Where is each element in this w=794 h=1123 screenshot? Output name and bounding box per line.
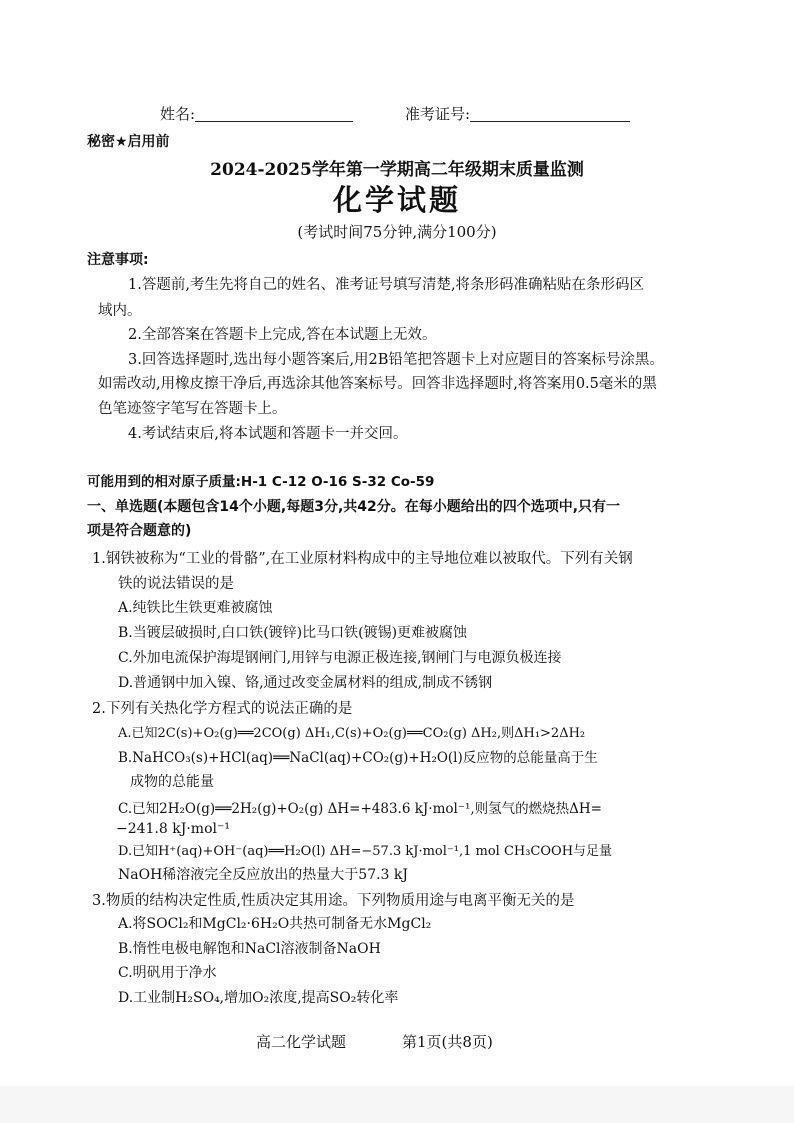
note-item-2: 2.全部答案在答题卡上完成,答在本试题上无效。: [128, 327, 437, 343]
q2-option-c-line-2: −241.8 kJ·mol⁻¹: [116, 821, 230, 837]
exam-id-label: 准考证号:: [405, 105, 471, 123]
q3-option-d: D.工业制H₂SO₄,增加O₂浓度,提高SO₂转化率: [118, 990, 399, 1006]
q3-option-b: B.惰性电极电解饱和NaCl溶液制备NaOH: [118, 941, 381, 957]
footer-subject: 高二化学试题: [256, 1033, 347, 1051]
note-item-3-line-2: 如需改动,用橡皮擦干净后,再选涂其他答案标号。回答非选择题时,将答案用0.5毫米的黑: [98, 376, 657, 392]
note-item-1-line-1: 1.答题前,考生先将自己的姓名、准考证号填写清楚,将条形码准确粘贴在条形码区: [128, 277, 645, 293]
note-item-4: 4.考试结束后,将本试题和答题卡一并交回。: [128, 426, 408, 442]
section-1-heading-line-2: 项是符合题意的): [87, 523, 192, 539]
q3-option-a: A.将SOCl₂和MgCl₂·6H₂O共热可制备无水MgCl₂: [118, 916, 432, 932]
q1-option-a: A.纯铁比生铁更难被腐蚀: [118, 600, 273, 616]
bottom-margin-strip: [0, 1086, 794, 1123]
note-item-3-line-3: 色笔迹签字笔写在答题卡上。: [98, 401, 287, 417]
atomic-masses: 可能用到的相对原子质量:H-1 C-12 O-16 S-32 Co-59: [87, 474, 435, 490]
q3-stem: 3.物质的结构决定性质,性质决定其用途。下列物质用途与电离平衡无关的是: [92, 893, 575, 909]
q2-option-a: A.已知2C(s)+O₂(g)══2CO(g) ΔH₁,C(s)+O₂(g)══CO₂(g) ΔH₂,则ΔH₁>2ΔH₂: [118, 726, 586, 741]
q3-option-c: C.明矾用于净水: [118, 965, 217, 981]
q2-option-d-line-1: D.已知H⁺(aq)+OH⁻(aq)══H₂O(l) ΔH=−57.3 kJ·mol⁻¹,1 mol CH₃COOH与足量: [118, 844, 613, 859]
q2-option-d-line-2: NaOH稀溶液完全反应放出的热量大于57.3 kJ: [118, 867, 409, 883]
q1-stem-line-1: 1.钢铁被称为“工业的骨骼”,在工业原材料构成中的主导地位难以被取代。下列有关钢: [92, 551, 633, 567]
footer-page-number: 第1页(共8页): [402, 1033, 493, 1051]
note-item-1-line-2: 域内。: [98, 303, 142, 319]
section-1-heading-line-1: 一、单选题(本题包含14个小题,每题3分,共42分。在每小题给出的四个选项中,只有一: [87, 499, 621, 515]
exam-title: 2024-2025学年第一学期高二年级期末质量监测: [210, 160, 584, 180]
name-blank: [195, 105, 353, 122]
q1-option-d: D.普通钢中加入镍、铬,通过改变金属材料的组成,制成不锈钢: [118, 675, 493, 691]
name-label: 姓名:: [160, 105, 196, 123]
q2-option-b-line-2: 成物的总能量: [130, 774, 214, 790]
secret-mark: 秘密★启用前: [87, 134, 170, 150]
q2-option-b-line-1: B.NaHCO₃(s)+HCl(aq)══NaCl(aq)+CO₂(g)+H₂O(l)反应物的总能量高于生: [118, 750, 598, 766]
name-field: [160, 103, 353, 124]
q1-stem-line-2: 铁的说法错误的是: [118, 576, 234, 592]
subject-title: 化学试题: [332, 183, 461, 217]
exam-id-field: [405, 103, 630, 124]
q1-option-b: B.当镀层破损时,白口铁(镀锌)比马口铁(镀锡)更难被腐蚀: [118, 625, 468, 641]
q1-option-c: C.外加电流保护海堤钢闸门,用锌与电源正极连接,钢闸门与电源负极连接: [118, 650, 562, 666]
q2-option-c-line-1: C.已知2H₂O(g)══2H₂(g)+O₂(g) ΔH=+483.6 kJ·mol⁻¹,则氢气的燃烧热ΔH=: [118, 801, 602, 817]
notes-heading: 注意事项:: [87, 252, 149, 268]
q2-stem: 2.下列有关热化学方程式的说法正确的是: [92, 701, 353, 717]
exam-id-blank: [470, 105, 630, 122]
note-item-3-line-1: 3.回答选择题时,选出每小题答案后,用2B铅笔把答题卡上对应题目的答案标号涂黑。: [128, 352, 664, 368]
exam-info: (考试时间75分钟,满分100分): [297, 223, 497, 241]
